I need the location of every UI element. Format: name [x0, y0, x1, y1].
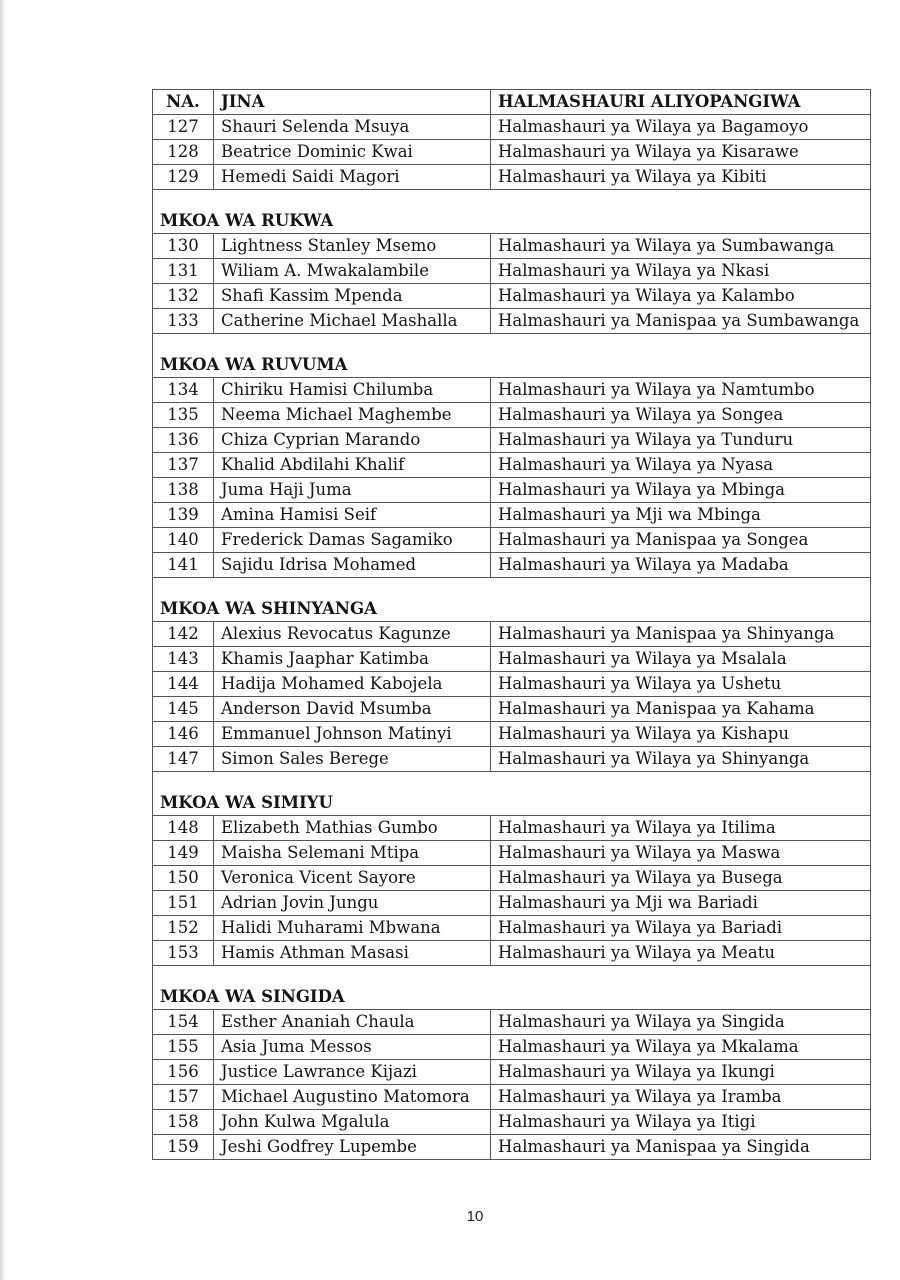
region-heading-row — [153, 596, 871, 622]
row-number: 159 — [153, 1135, 214, 1160]
region-heading-row — [153, 790, 871, 816]
row-name: Anderson David Msumba — [214, 697, 491, 722]
table-row — [153, 478, 871, 503]
row-number: 151 — [153, 891, 214, 916]
table-row — [153, 234, 871, 259]
table-header-row — [153, 90, 871, 115]
table-row — [153, 1010, 871, 1035]
row-number: 149 — [153, 841, 214, 866]
table-body — [153, 115, 871, 1160]
table-row — [153, 1085, 871, 1110]
row-council: Halmashauri ya Wilaya ya Iramba — [491, 1085, 871, 1110]
row-number: 146 — [153, 722, 214, 747]
row-council: Halmashauri ya Manispaa ya Songea — [491, 528, 871, 553]
row-name: Emmanuel Johnson Matinyi — [214, 722, 491, 747]
row-name: Khamis Jaaphar Katimba — [214, 647, 491, 672]
row-number: 132 — [153, 284, 214, 309]
row-number: 130 — [153, 234, 214, 259]
table-row — [153, 428, 871, 453]
row-number: 127 — [153, 115, 214, 140]
region-heading-row — [153, 984, 871, 1010]
table-row — [153, 891, 871, 916]
row-council: Halmashauri ya Wilaya ya Songea — [491, 403, 871, 428]
table-row — [153, 697, 871, 722]
row-name: Amina Hamisi Seif — [214, 503, 491, 528]
row-number: 143 — [153, 647, 214, 672]
row-council: Halmashauri ya Wilaya ya Maswa — [491, 841, 871, 866]
table-row — [153, 165, 871, 190]
section-spacer-cell — [153, 966, 871, 985]
row-number: 136 — [153, 428, 214, 453]
row-name: Hamis Athman Masasi — [214, 941, 491, 966]
row-number: 134 — [153, 378, 214, 403]
header-council: HALMASHAURI ALIYOPANGIWA — [491, 90, 871, 115]
row-name: Simon Sales Berege — [214, 747, 491, 772]
row-council: Halmashauri ya Wilaya ya Sumbawanga — [491, 234, 871, 259]
row-number: 148 — [153, 816, 214, 841]
row-name: Esther Ananiah Chaula — [214, 1010, 491, 1035]
table-row — [153, 284, 871, 309]
table-row — [153, 1135, 871, 1160]
table-row — [153, 1110, 871, 1135]
row-number: 154 — [153, 1010, 214, 1035]
row-name: Michael Augustino Matomora — [214, 1085, 491, 1110]
row-name: Hadija Mohamed Kabojela — [214, 672, 491, 697]
row-number: 145 — [153, 697, 214, 722]
row-number: 141 — [153, 553, 214, 578]
region-heading-row — [153, 208, 871, 234]
row-name: Shauri Selenda Msuya — [214, 115, 491, 140]
row-council: Halmashauri ya Wilaya ya Nkasi — [491, 259, 871, 284]
section-spacer — [153, 772, 871, 791]
row-council: Halmashauri ya Manispaa ya Kahama — [491, 697, 871, 722]
row-name: Neema Michael Maghembe — [214, 403, 491, 428]
row-council: Halmashauri ya Manispaa ya Sumbawanga — [491, 309, 871, 334]
row-name: Beatrice Dominic Kwai — [214, 140, 491, 165]
section-spacer — [153, 966, 871, 985]
row-number: 144 — [153, 672, 214, 697]
row-number: 156 — [153, 1060, 214, 1085]
row-number: 157 — [153, 1085, 214, 1110]
row-number: 152 — [153, 916, 214, 941]
row-name: Shafi Kassim Mpenda — [214, 284, 491, 309]
row-number: 153 — [153, 941, 214, 966]
region-heading: MKOA WA SIMIYU — [153, 790, 871, 816]
row-council: Halmashauri ya Wilaya ya Mkalama — [491, 1035, 871, 1060]
row-number: 133 — [153, 309, 214, 334]
row-name: Khalid Abdilahi Khalif — [214, 453, 491, 478]
row-number: 150 — [153, 866, 214, 891]
table-row — [153, 622, 871, 647]
row-council: Halmashauri ya Wilaya ya Kalambo — [491, 284, 871, 309]
row-number: 131 — [153, 259, 214, 284]
row-name: Chiza Cyprian Marando — [214, 428, 491, 453]
row-number: 128 — [153, 140, 214, 165]
header-name: JINA — [214, 90, 491, 115]
row-number: 155 — [153, 1035, 214, 1060]
table-row — [153, 866, 871, 891]
region-heading: MKOA WA SHINYANGA — [153, 596, 871, 622]
section-spacer-cell — [153, 334, 871, 353]
page-edge-shadow — [0, 0, 6, 1280]
table-row — [153, 259, 871, 284]
table-row — [153, 115, 871, 140]
row-council: Halmashauri ya Mji wa Bariadi — [491, 891, 871, 916]
row-number: 138 — [153, 478, 214, 503]
table-row — [153, 816, 871, 841]
row-name: Chiriku Hamisi Chilumba — [214, 378, 491, 403]
row-number: 142 — [153, 622, 214, 647]
table-row — [153, 553, 871, 578]
row-number: 129 — [153, 165, 214, 190]
row-council: Halmashauri ya Wilaya ya Itigi — [491, 1110, 871, 1135]
row-name: Hemedi Saidi Magori — [214, 165, 491, 190]
section-spacer-cell — [153, 578, 871, 597]
page-number: 10 — [466, 1208, 484, 1225]
row-council: Halmashauri ya Wilaya ya Bariadi — [491, 916, 871, 941]
table-row — [153, 309, 871, 334]
row-name: Veronica Vicent Sayore — [214, 866, 491, 891]
row-council: Halmashauri ya Wilaya ya Kishapu — [491, 722, 871, 747]
row-number: 139 — [153, 503, 214, 528]
table-row — [153, 528, 871, 553]
region-heading: MKOA WA RUKWA — [153, 208, 871, 234]
row-number: 147 — [153, 747, 214, 772]
row-council: Halmashauri ya Wilaya ya Shinyanga — [491, 747, 871, 772]
row-council: Halmashauri ya Wilaya ya Kibiti — [491, 165, 871, 190]
assignment-table — [152, 89, 871, 1160]
table-row — [153, 1035, 871, 1060]
row-number: 158 — [153, 1110, 214, 1135]
row-number: 137 — [153, 453, 214, 478]
region-heading-row — [153, 352, 871, 378]
row-council: Halmashauri ya Wilaya ya Itilima — [491, 816, 871, 841]
row-council: Halmashauri ya Wilaya ya Kisarawe — [491, 140, 871, 165]
table-row — [153, 503, 871, 528]
header-number: NA. — [153, 90, 214, 115]
row-name: Asia Juma Messos — [214, 1035, 491, 1060]
section-spacer-cell — [153, 772, 871, 791]
row-name: John Kulwa Mgalula — [214, 1110, 491, 1135]
row-name: Justice Lawrance Kijazi — [214, 1060, 491, 1085]
table-row — [153, 672, 871, 697]
row-council: Halmashauri ya Mji wa Mbinga — [491, 503, 871, 528]
row-council: Halmashauri ya Wilaya ya Mbinga — [491, 478, 871, 503]
row-name: Adrian Jovin Jungu — [214, 891, 491, 916]
row-name: Jeshi Godfrey Lupembe — [214, 1135, 491, 1160]
row-name: Halidi Muharami Mbwana — [214, 916, 491, 941]
table-row — [153, 403, 871, 428]
table-row — [153, 841, 871, 866]
row-council: Halmashauri ya Wilaya ya Namtumbo — [491, 378, 871, 403]
row-council: Halmashauri ya Wilaya ya Ushetu — [491, 672, 871, 697]
row-name: Sajidu Idrisa Mohamed — [214, 553, 491, 578]
row-number: 140 — [153, 528, 214, 553]
row-name: Alexius Revocatus Kagunze — [214, 622, 491, 647]
table-row — [153, 722, 871, 747]
table-row — [153, 140, 871, 165]
row-council: Halmashauri ya Wilaya ya Bagamoyo — [491, 115, 871, 140]
table-row — [153, 453, 871, 478]
row-council: Halmashauri ya Wilaya ya Ikungi — [491, 1060, 871, 1085]
row-name: Wiliam A. Mwakalambile — [214, 259, 491, 284]
row-council: Halmashauri ya Wilaya ya Msalala — [491, 647, 871, 672]
row-council: Halmashauri ya Wilaya ya Tunduru — [491, 428, 871, 453]
row-name: Elizabeth Mathias Gumbo — [214, 816, 491, 841]
section-spacer — [153, 334, 871, 353]
row-council: Halmashauri ya Wilaya ya Meatu — [491, 941, 871, 966]
row-council: Halmashauri ya Wilaya ya Singida — [491, 1010, 871, 1035]
section-spacer-cell — [153, 190, 871, 209]
table-row — [153, 747, 871, 772]
table-row — [153, 916, 871, 941]
table-row — [153, 647, 871, 672]
table-row — [153, 378, 871, 403]
table-row — [153, 1060, 871, 1085]
section-spacer — [153, 578, 871, 597]
row-council: Halmashauri ya Manispaa ya Singida — [491, 1135, 871, 1160]
row-name: Lightness Stanley Msemo — [214, 234, 491, 259]
row-council: Halmashauri ya Wilaya ya Nyasa — [491, 453, 871, 478]
row-name: Maisha Selemani Mtipa — [214, 841, 491, 866]
row-council: Halmashauri ya Manispaa ya Shinyanga — [491, 622, 871, 647]
section-spacer — [153, 190, 871, 209]
region-heading: MKOA WA RUVUMA — [153, 352, 871, 378]
row-council: Halmashauri ya Wilaya ya Madaba — [491, 553, 871, 578]
row-number: 135 — [153, 403, 214, 428]
row-name: Juma Haji Juma — [214, 478, 491, 503]
row-name: Catherine Michael Mashalla — [214, 309, 491, 334]
region-heading: MKOA WA SINGIDA — [153, 984, 871, 1010]
row-council: Halmashauri ya Wilaya ya Busega — [491, 866, 871, 891]
row-name: Frederick Damas Sagamiko — [214, 528, 491, 553]
table-row — [153, 941, 871, 966]
